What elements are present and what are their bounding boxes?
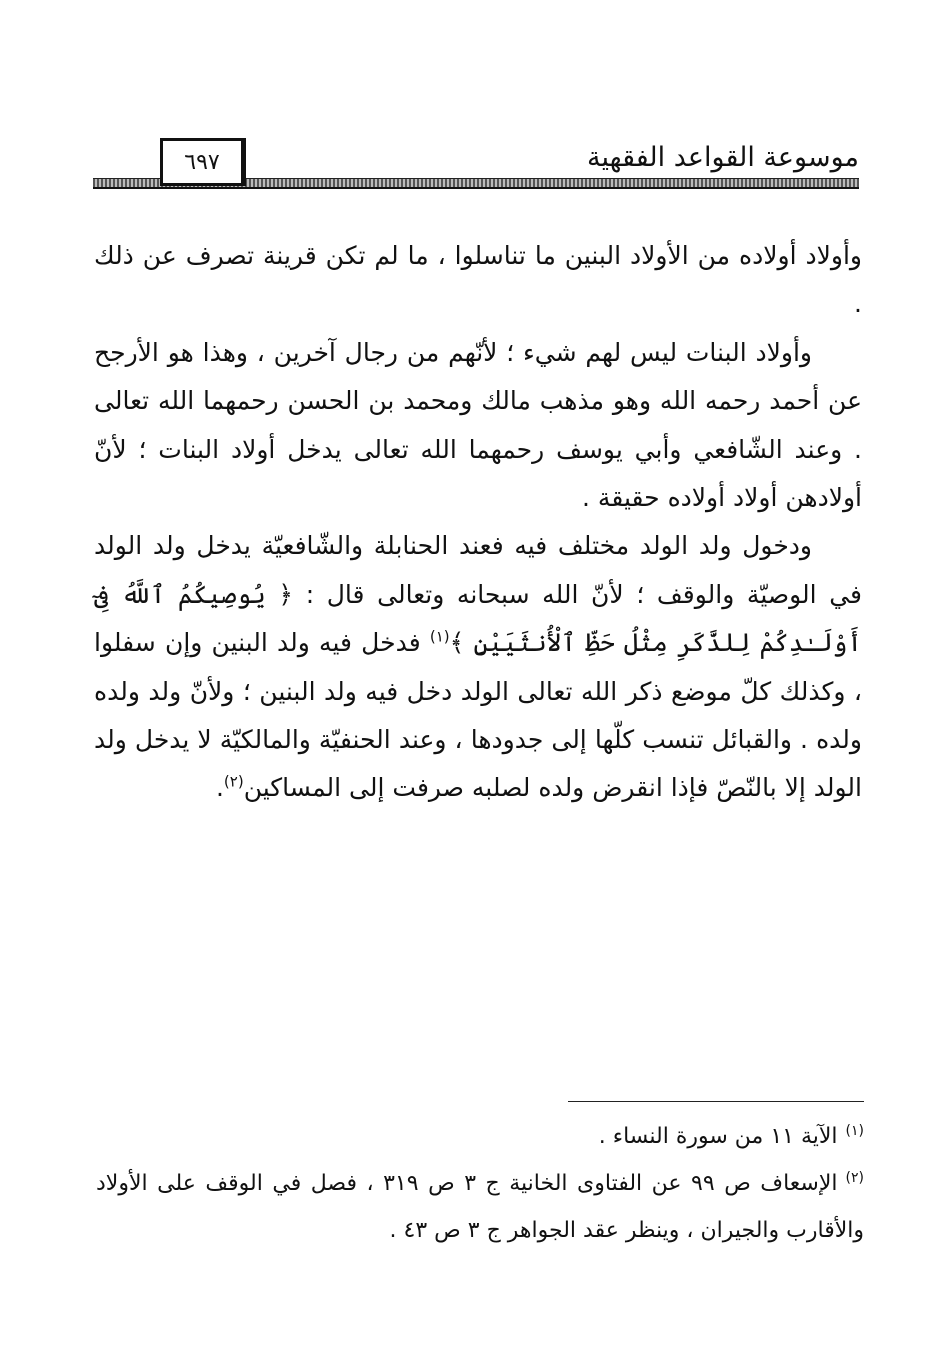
footnotes (96, 1113, 864, 1254)
footnote-ref-1[interactable]: (١) (429, 627, 450, 646)
running-header-title: موسوعة القواعد الفقهية (587, 142, 859, 173)
footnote-2-mark: (٢) (845, 1169, 864, 1186)
footnote-separator (568, 1101, 864, 1102)
body-text (94, 232, 862, 813)
footnote-ref-2[interactable]: (٢) (223, 773, 244, 792)
paragraph-3-text-end: فدخل فيه ولد البنين وإن سفلوا ، وكذلك كلّ موضع ذكر الله تعالى الولد دخل فيه ولد البنين ؛ ولأنّ ولد ولده ولده . والقبائل تنسب كلّها إلى جدودها ، وعند الحنفيّة والمالكيّة لا يدخل ولد الولد إلا بالنّصّ فإذا انقرض ولده لصلبه صرفت إلى المساكين (94, 628, 862, 803)
page-number: ٦٩٧ (160, 138, 246, 186)
footnote-1-text: الآية ١١ من سورة النساء . (598, 1124, 838, 1149)
footnote-2-text: الإسعاف ص ٩٩ عن الفتاوى الخانية ج ٣ ص ٣١٩ ، فصل في الوقف على الأولاد والأقارب والجيران ، وينظر عقد الجواهر ج ٣ ص ٤٣ . (96, 1171, 864, 1243)
footnote-2 (96, 1160, 864, 1254)
footnote-1-mark: (١) (845, 1122, 864, 1139)
paragraph-3-final-period: . (215, 773, 224, 803)
paragraph-3 (94, 522, 862, 812)
quran-close-bracket: ﴾ (449, 628, 465, 658)
paragraph-3-text-start: ودخول ولد الولد مختلف فيه فعند الحنابلة والشّافعيّة يدخل ولد الولد في الوصيّة والوقف ؛ لأنّ الله سبحانه وتعالى قال : ﴿ (94, 531, 862, 609)
paragraph-1: وأولاد أولاده من الأولاد البنين ما تناسلوا ، ما لم تكن قرينة تصرف عن ذلك . (94, 241, 862, 319)
footnote-1 (96, 1113, 864, 1160)
paragraph-2: وأولاد البنات ليس لهم شيء ؛ لأنّهم من رجال آخرين ، وهذا هو الأرجح عن أحمد رحمه الله وهو مذهب مالك ومحمد بن الحسن رحمهما الله تعالى . وعند الشّافعي وأبي يوسف رحمهما الله تعالى يدخل أولاد البنات ؛ لأنّ أولادهن أولاد أولاده حقيقة . (94, 337, 862, 513)
quran-verse: يُوصِيكُمُ ٱللَّهُ فِىٓ أَوْلَـٰدِكُمْ لِلذَّكَرِ مِثْلُ حَظِّ ٱلْأُنثَيَيْنِ (94, 579, 863, 658)
